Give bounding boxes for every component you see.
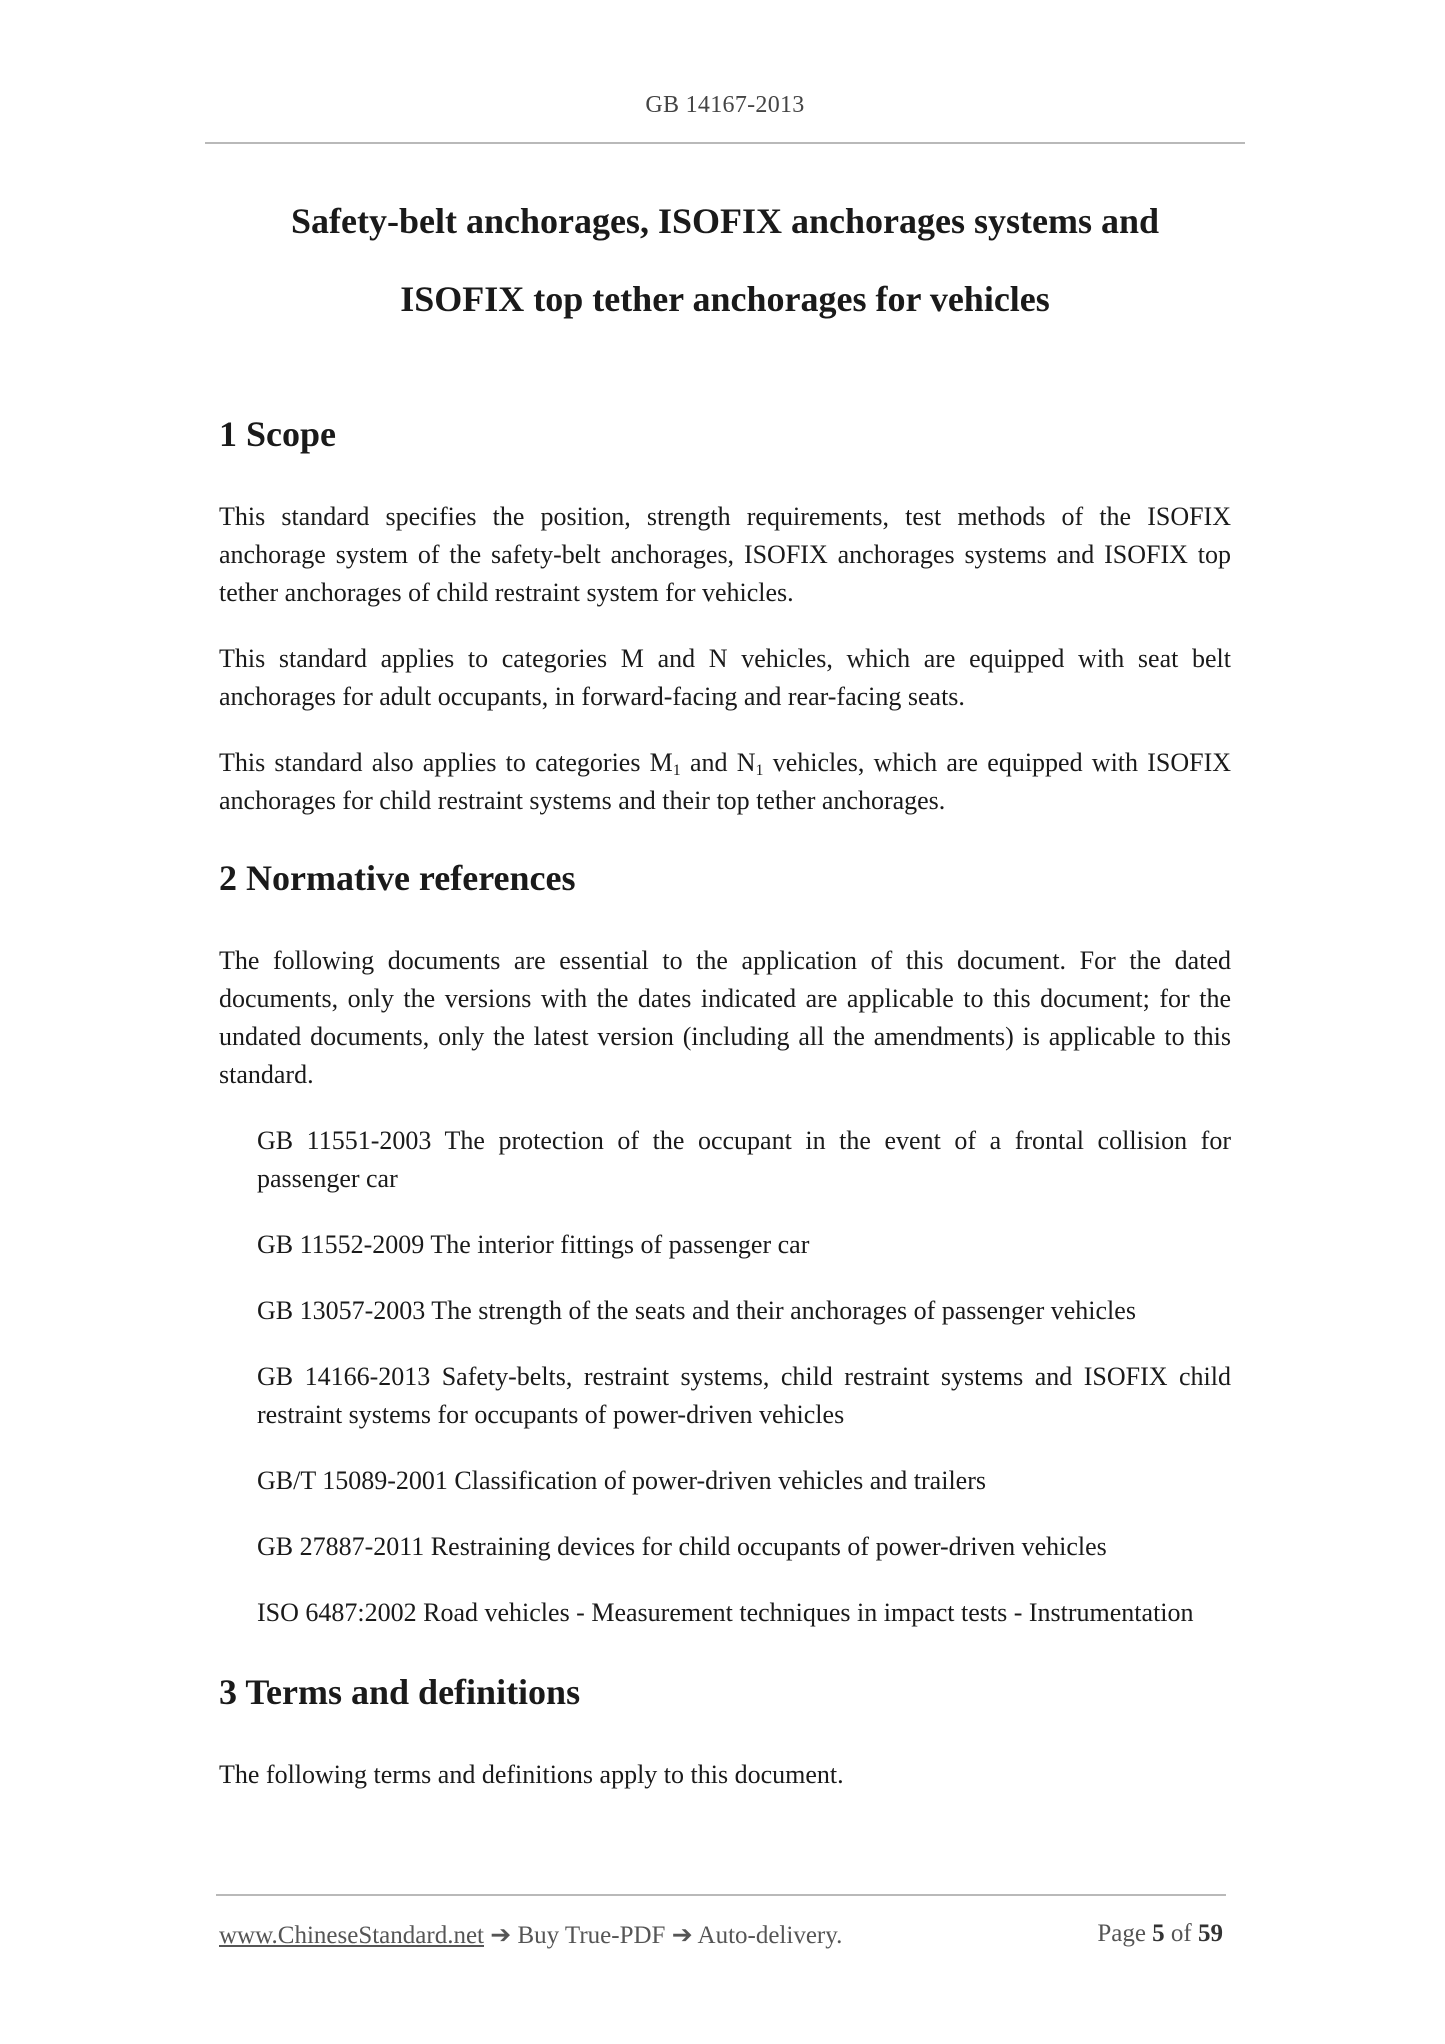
title-line-1: Safety-belt anchorages, ISOFIX anchorages systems and [291,201,1159,241]
scope-paragraph-3 [219,744,1231,820]
scope-paragraph-2: This standard applies to categories M and N vehicles, which are equipped with seat belt anchorages for adult occupants, in forward-facing and rear-facing seats. [219,644,1231,711]
normative-intro: The following documents are essential to the application of this document. For the dated documents, only the versions with the dates indicated are applicable to this document; for the undated documents, only the latest version (including all the amendments) is applicable to this standard. [219,946,1231,1089]
reference-item: GB 27887-2011 Restraining devices for child occupants of power-driven vehicles [257,1532,1107,1561]
scope-p3-text-b: and N [680,748,756,777]
section-heading-scope: 1 Scope [219,414,336,454]
scope-p3-text-c: vehicles, which are equipped with ISOFIX anchorages for child restraint systems and their top tether anchorages. [219,748,1232,815]
document-body [219,412,1231,1794]
arrow-icon: ➔ [665,1922,698,1949]
document-title [205,182,1245,338]
page-footer [219,1920,1223,1950]
reference-item: ISO 6487:2002 Road vehicles - Measurement techniques in impact tests - Instrumentation [257,1598,1194,1627]
scope-paragraph-1: This standard specifies the position, strength requirements, test methods of the ISOFIX anchorage system of the safety-belt anchorages, ISOFIX anchorages systems and ISOFIX top tether anchorages of child restraint system for vehicles. [219,502,1231,607]
reference-item: GB/T 15089-2001 Classification of power-driven vehicles and trailers [257,1466,986,1495]
subscript-1: 1 [755,762,764,779]
site-link[interactable]: www.ChineseStandard.net [219,1922,484,1949]
total-pages: 59 [1198,1920,1223,1947]
of-label: of [1170,1920,1192,1947]
reference-item: GB 14166-2013 Safety-belts, restraint systems, child restraint systems and ISOFIX child restraint systems for occupants of power-driven vehicles [257,1362,1231,1429]
terms-intro: The following terms and definitions apply to this document. [219,1760,844,1789]
scope-p3-text-a: This standard also applies to categories M [219,748,673,777]
arrow-icon: ➔ [484,1922,518,1949]
section-heading-terms: 3 Terms and definitions [219,1672,581,1712]
page-label: Page [1097,1920,1146,1947]
doc-number: GB 14167-2013 [645,92,805,118]
footer-left [219,1920,842,1950]
header-divider [205,142,1245,144]
page-number [1097,1920,1223,1950]
subscript-1: 1 [672,762,681,779]
reference-item: GB 11551-2003 The protection of the occupant in the event of a frontal collision for passenger car [257,1126,1231,1193]
current-page: 5 [1152,1920,1165,1947]
reference-item: GB 11552-2009 The interior fittings of passenger car [257,1230,810,1259]
delivery-text: Auto-delivery. [697,1922,843,1949]
reference-item: GB 13057-2003 The strength of the seats and their anchorages of passenger vehicles [257,1296,1136,1325]
title-line-2: ISOFIX top tether anchorages for vehicles [400,279,1050,319]
buy-text: Buy True-PDF [517,1922,666,1949]
page-header [205,92,1245,119]
footer-divider [216,1894,1226,1896]
section-heading-normative: 2 Normative references [219,858,576,898]
